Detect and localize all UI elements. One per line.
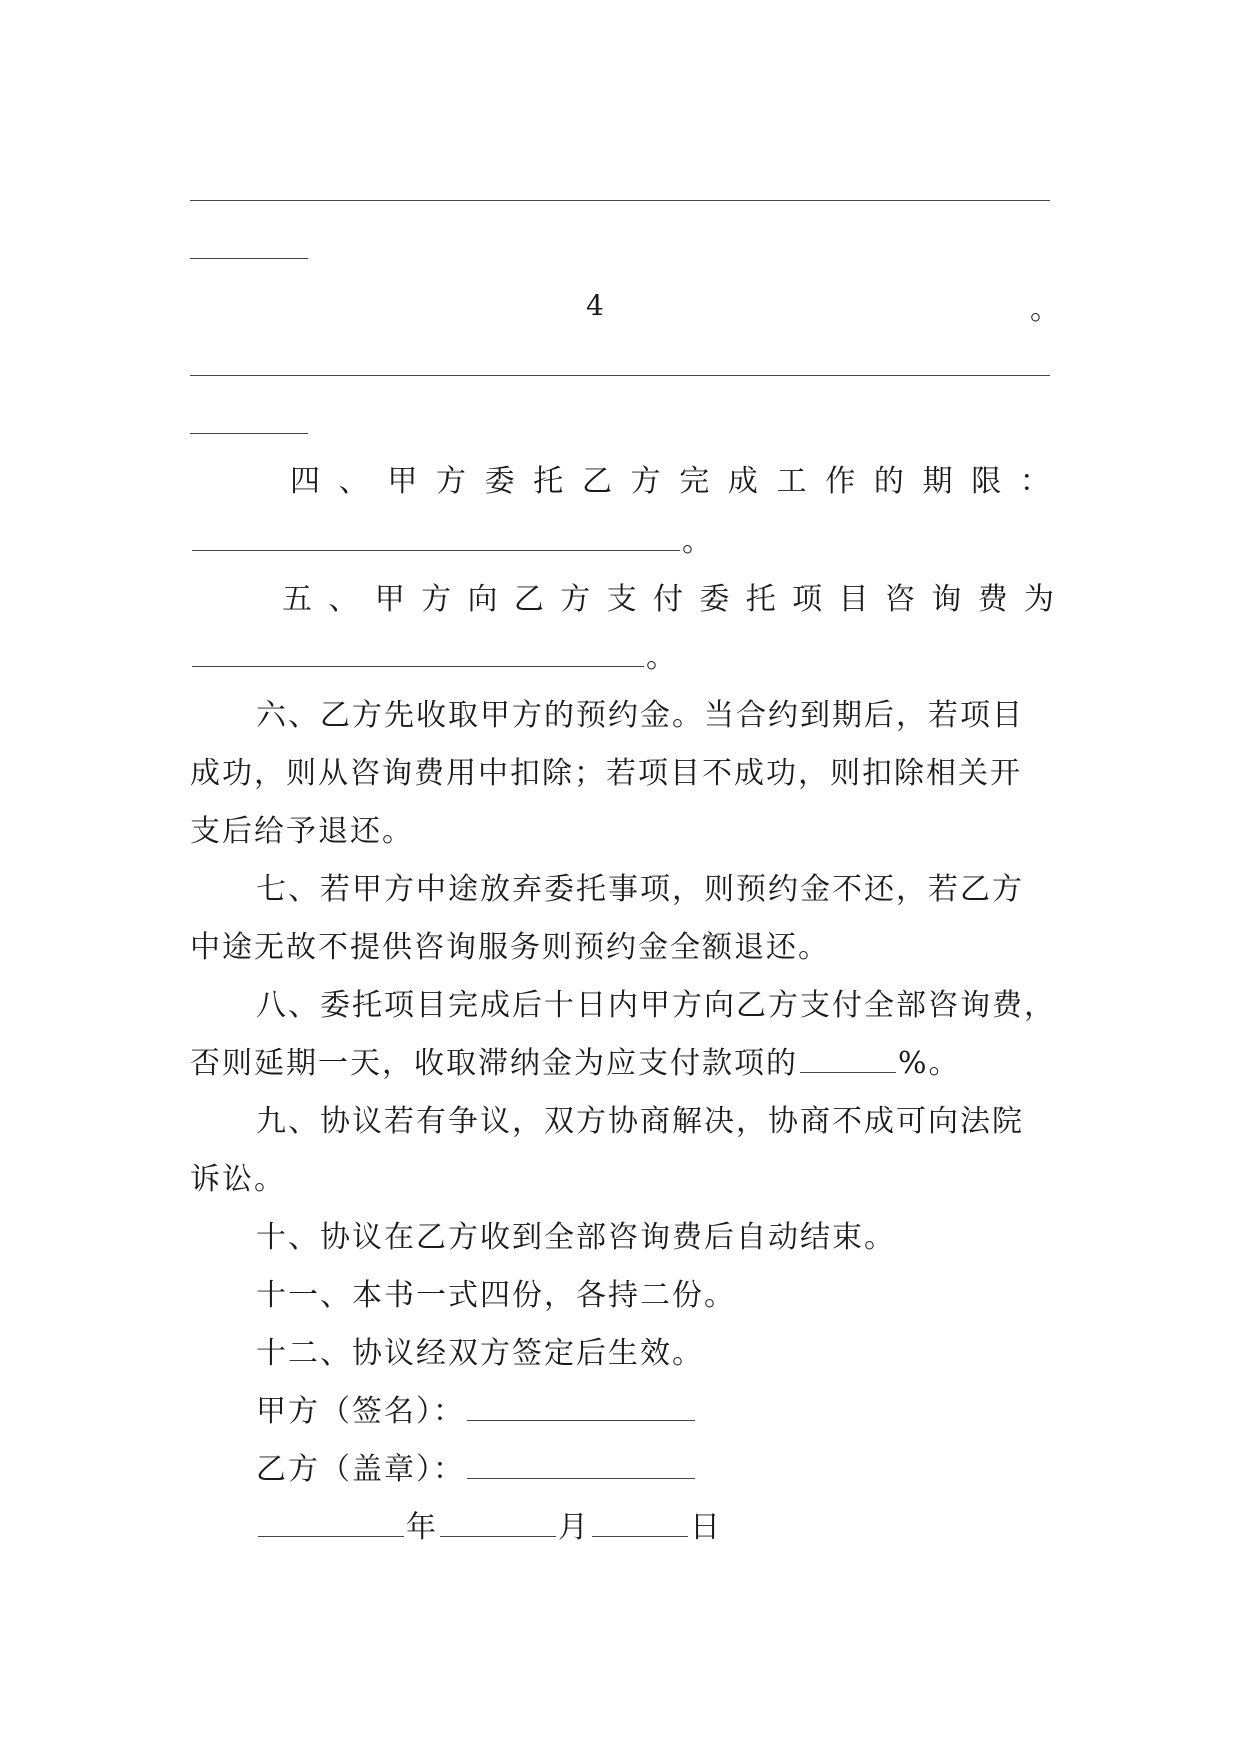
clause-6-line-1: 六、乙方先收取甲方的预约金。当合约到期后，若项目 — [256, 698, 1024, 733]
clause-10: 十、协议在乙方收到全部咨询费后自动结束。 — [256, 1220, 896, 1255]
clause5-char: 方 — [421, 582, 452, 617]
party-a-signature-blank[interactable] — [467, 1394, 695, 1421]
clause4-char: 工 — [776, 464, 807, 499]
clause-5-end: 。 — [646, 640, 678, 675]
clause5-char: 项 — [792, 582, 823, 617]
clause-4-blank-line — [190, 522, 714, 562]
clause-7-line-1: 七、若甲方中途放弃委托事项，则预约金不还，若乙方 — [256, 872, 1024, 907]
clause4-char: 方 — [435, 464, 466, 499]
clause5-char: 支 — [606, 582, 637, 617]
clause-4-end: 。 — [682, 524, 714, 559]
blank-line — [190, 258, 308, 259]
clause5-char: 向 — [467, 582, 498, 617]
clause5-char: 委 — [699, 582, 730, 617]
party-b-seal-line — [256, 1450, 697, 1490]
clause5-char: 为 — [1024, 582, 1054, 617]
party-b-label: 乙方（盖章）： — [256, 1452, 465, 1487]
clause-4-heading — [290, 462, 1050, 502]
clause4-char: 四 — [290, 464, 320, 499]
clause4-char: 乙 — [581, 464, 612, 499]
day-blank[interactable] — [592, 1510, 688, 1537]
party-a-signature-line — [256, 1392, 697, 1432]
clause4-char: 甲 — [387, 464, 418, 499]
clause4-char: 、 — [338, 464, 369, 499]
day-label: 日 — [690, 1510, 722, 1545]
clause5-char: 询 — [931, 582, 962, 617]
clause5-char: 托 — [745, 582, 776, 617]
blank-line — [190, 200, 1050, 201]
clause-8-line-2 — [190, 1044, 961, 1084]
clause5-char: 五 — [282, 582, 312, 617]
clause4-char: 托 — [533, 464, 564, 499]
clause5-char: 乙 — [513, 582, 544, 617]
fee-blank[interactable] — [192, 640, 644, 667]
clause5-char: 方 — [560, 582, 591, 617]
page-number: 4 — [586, 289, 604, 322]
clause-11: 十一、本书一式四份，各持二份。 — [256, 1278, 736, 1313]
clause4-char: 期 — [922, 464, 953, 499]
clause-12: 十二、协议经双方签定后生效。 — [256, 1336, 704, 1371]
blank-line — [190, 433, 308, 434]
clause5-char: 咨 — [884, 582, 915, 617]
year-blank[interactable] — [258, 1510, 404, 1537]
party-b-seal-blank[interactable] — [467, 1452, 695, 1479]
date-line — [256, 1508, 722, 1548]
clause-9-line-1: 九、协议若有争议，双方协商解决，协商不成可向法院 — [256, 1104, 1024, 1139]
clause4-char: 方 — [630, 464, 661, 499]
clause-8-line-2-prefix: 否则延期一天，收取滞纳金为应支付款项的 — [190, 1046, 798, 1081]
term-blank[interactable] — [192, 524, 680, 551]
clause-8-line-1: 八、委托项目完成后十日内甲方向乙方支付全部咨询费， — [256, 988, 1056, 1023]
clause-8-line-2-suffix: %。 — [898, 1046, 961, 1081]
clause-6-line-3: 支后给予退还。 — [190, 814, 414, 849]
clause4-char: 限 — [971, 464, 1002, 499]
year-label: 年 — [406, 1510, 438, 1545]
clause-7-line-2: 中途无故不提供咨询服务则预约金全额退还。 — [190, 930, 830, 965]
late-fee-blank[interactable] — [800, 1046, 896, 1073]
period-mark: 。 — [1030, 292, 1060, 327]
clause4-char: 作 — [825, 464, 856, 499]
clause4-char: 委 — [484, 464, 515, 499]
clause5-char: 甲 — [374, 582, 405, 617]
clause5-char: 目 — [838, 582, 869, 617]
clause-5-blank-line — [190, 638, 678, 678]
clause4-char: 完 — [679, 464, 710, 499]
clause-6-line-2: 成功，则从咨询费用中扣除；若项目不成功，则扣除相关开 — [190, 756, 1022, 791]
clause5-char: 付 — [653, 582, 683, 617]
month-blank[interactable] — [440, 1510, 556, 1537]
clause5-char: 费 — [977, 582, 1008, 617]
clause4-char: ： — [1019, 464, 1050, 499]
clause-5-heading — [282, 580, 1054, 620]
party-a-label: 甲方（签名）： — [256, 1394, 465, 1429]
clause4-char: 成 — [727, 464, 758, 499]
clause4-char: 的 — [873, 464, 904, 499]
month-label: 月 — [558, 1510, 590, 1545]
clause-9-line-2: 诉讼。 — [190, 1162, 286, 1197]
blank-line — [190, 375, 1050, 376]
clause5-char: 、 — [328, 582, 359, 617]
